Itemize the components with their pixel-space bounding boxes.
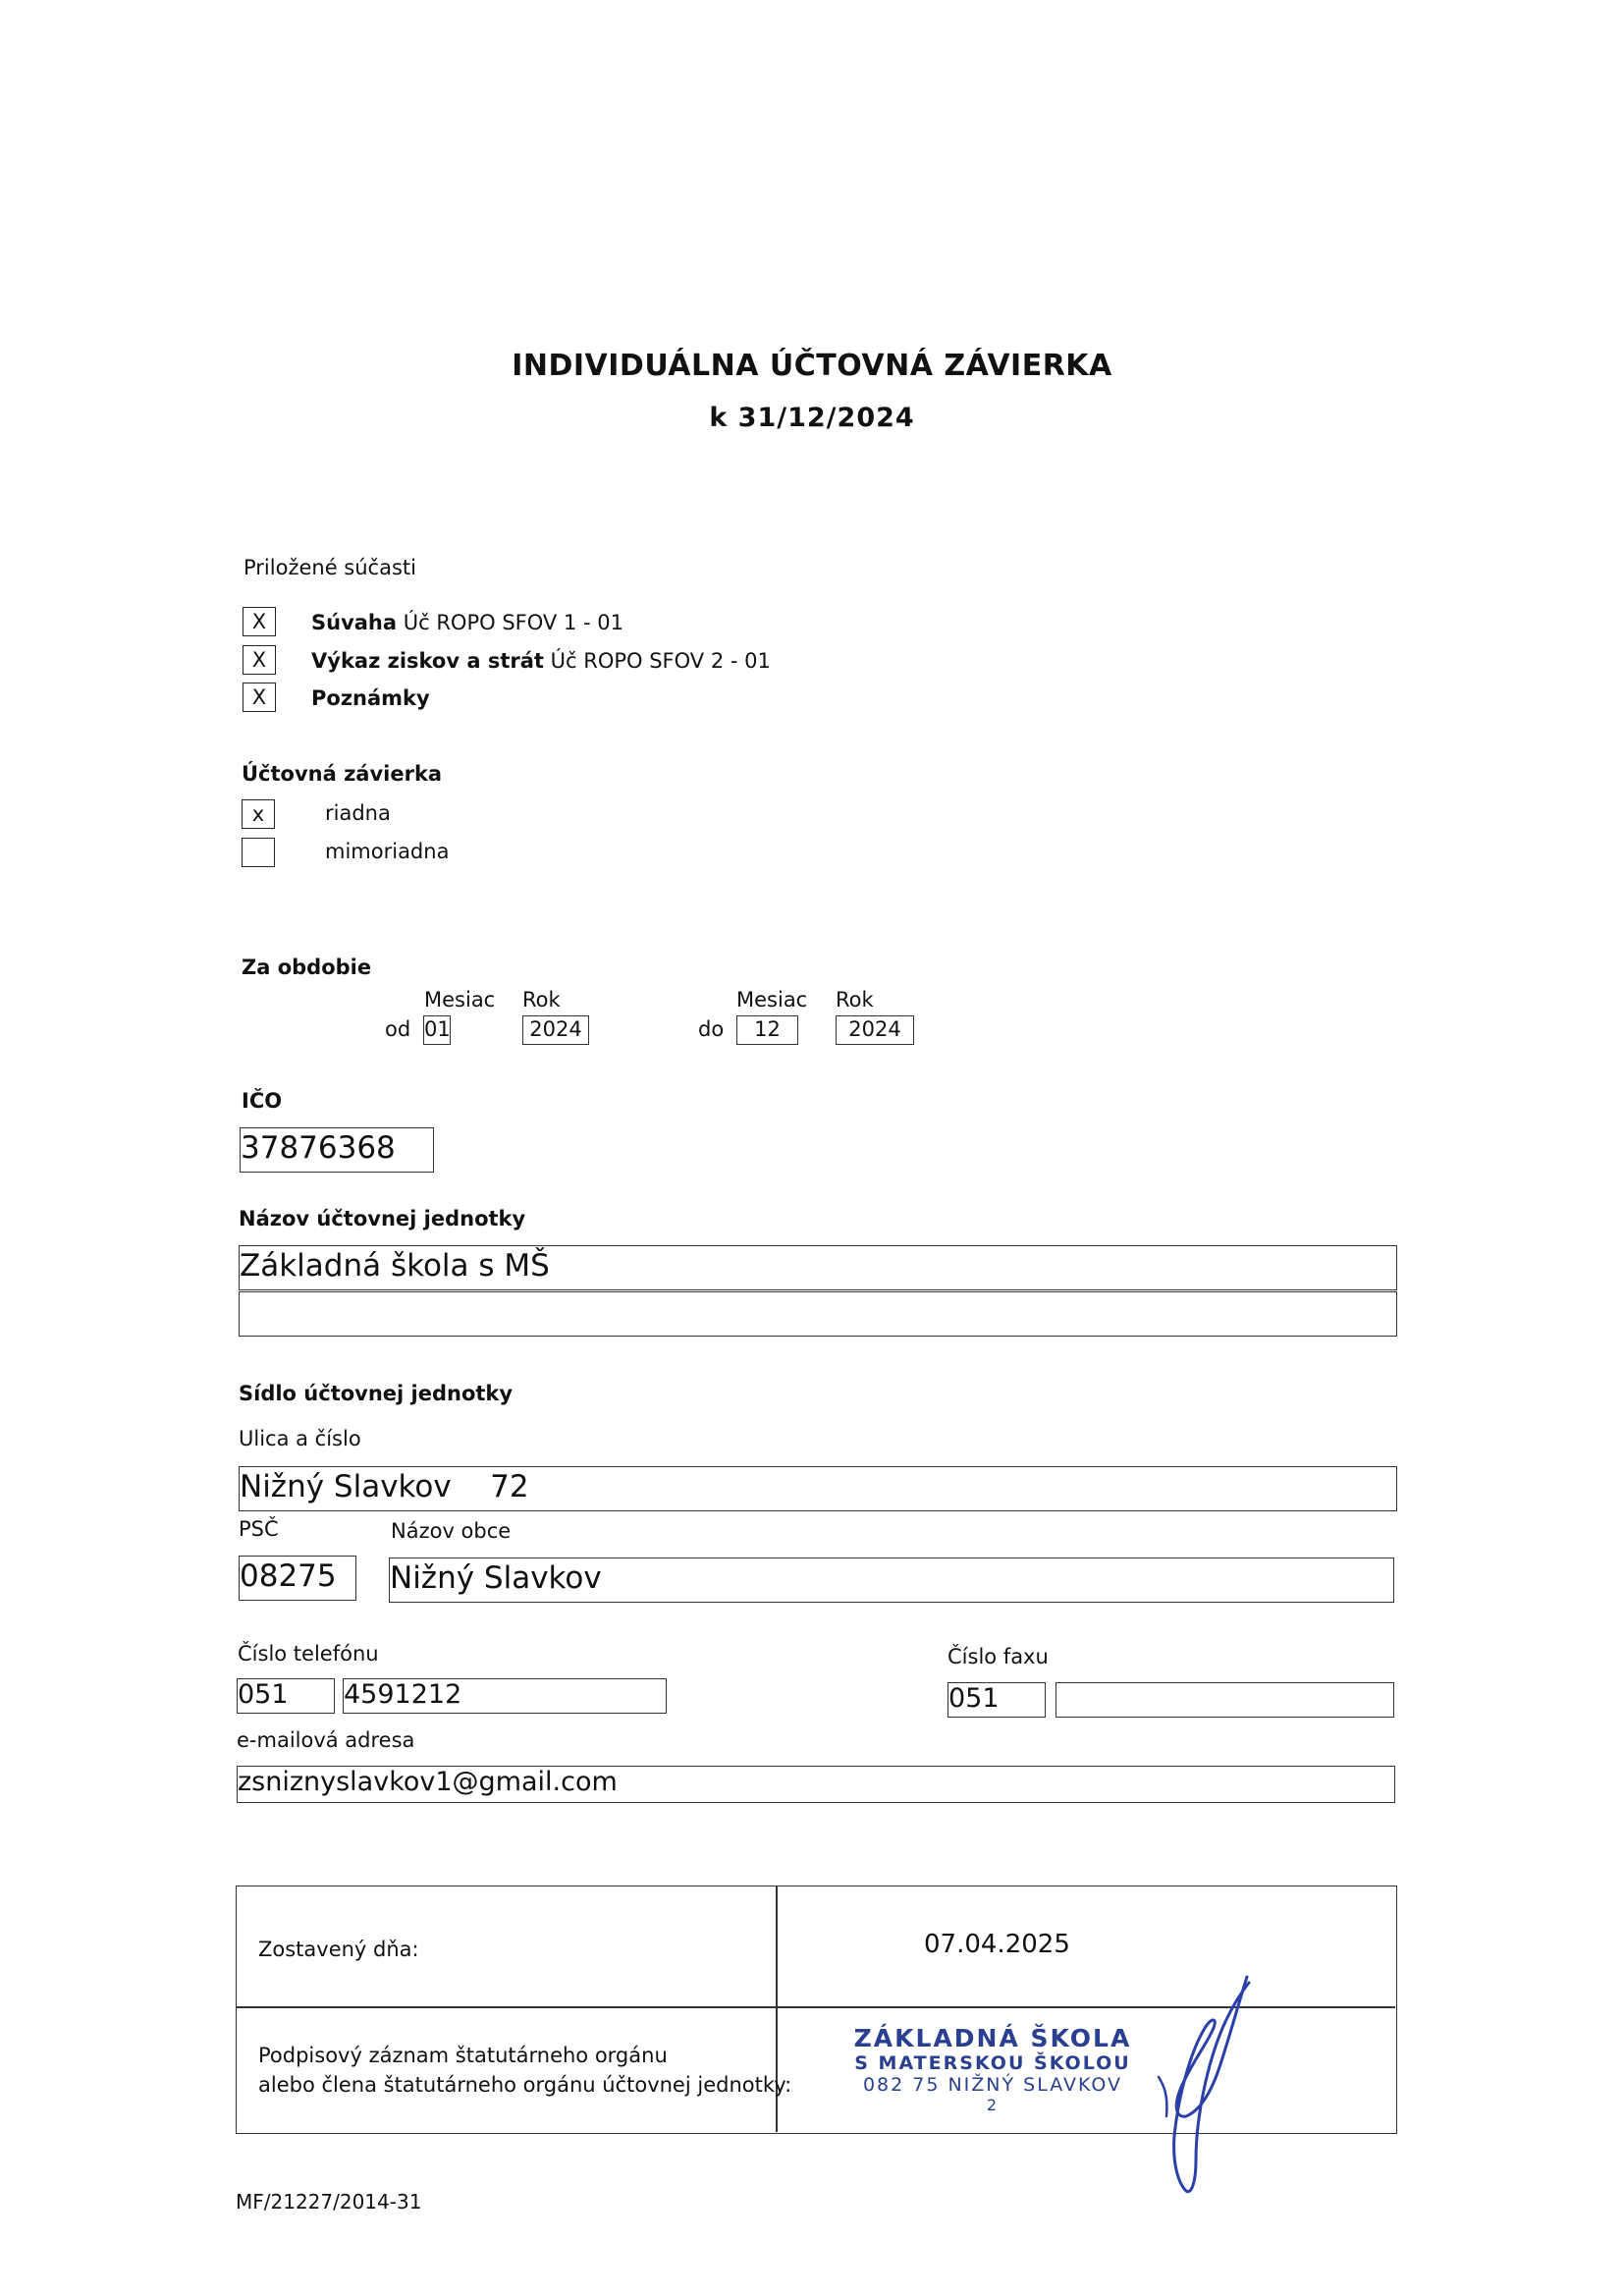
stamp-line-3: 082 75 NIŽNÝ SLAVKOV <box>862 2074 1123 2096</box>
checkbox-riadna[interactable]: x <box>242 799 275 829</box>
from-month-label: Mesiac <box>424 988 496 1011</box>
compiled-label: Zostavený dňa: <box>258 1938 419 1961</box>
period-heading: Za obdobie <box>242 956 372 979</box>
attachment-vykaz <box>311 649 771 673</box>
attachments-heading: Priložené súčasti <box>244 556 416 579</box>
street-field[interactable]: Nižný Slavkov 72 <box>239 1466 1397 1511</box>
attachment-poznamky: Poznámky <box>311 686 430 710</box>
attachment-suvaha <box>311 611 623 634</box>
checkbox-mimoriadna[interactable] <box>242 838 275 867</box>
phone-label: Číslo telefónu <box>238 1642 379 1666</box>
entity-name-field-2[interactable] <box>239 1291 1397 1337</box>
attachment-name: Výkaz ziskov a strát <box>311 649 544 673</box>
phone-number-field[interactable]: 4591212 <box>343 1678 667 1714</box>
option-riadna: riadna <box>325 801 391 825</box>
fax-prefix-field[interactable]: 051 <box>947 1682 1046 1718</box>
signature-label-2: alebo člena štatutárneho orgánu účtovnej jednotky: <box>258 2073 792 2097</box>
option-mimoriadna: mimoriadna <box>325 840 450 863</box>
from-year-label: Rok <box>522 988 561 1011</box>
to-year-field[interactable]: 2024 <box>836 1015 914 1045</box>
to-month-label: Mesiac <box>736 988 808 1011</box>
attachment-name: Súvaha <box>311 611 398 634</box>
signature-label-1: Podpisový záznam štatutárneho orgánu <box>258 2044 668 2067</box>
ico-label: IČO <box>242 1089 283 1113</box>
stamp-line-1: ZÁKLADNÁ ŠKOLA <box>853 2024 1132 2052</box>
handwritten-signature <box>1139 1969 1276 2195</box>
attachment-code: Úč ROPO SFOV 1 - 01 <box>403 611 623 634</box>
to-label: do <box>698 1017 725 1041</box>
to-month-field[interactable]: 12 <box>736 1015 798 1045</box>
document-date: k 31/12/2024 <box>709 403 915 433</box>
street-label: Ulica a číslo <box>239 1427 361 1450</box>
checkbox-suvaha[interactable]: X <box>243 607 276 636</box>
psc-field[interactable]: 08275 <box>239 1556 356 1601</box>
official-stamp <box>786 2024 1199 2114</box>
city-field[interactable]: Nižný Slavkov <box>389 1558 1394 1603</box>
psc-label: PSČ <box>239 1517 279 1541</box>
to-year-label: Rok <box>836 988 874 1011</box>
ico-field[interactable]: 37876368 <box>240 1127 434 1173</box>
document-title: INDIVIDUÁLNA ÚČTOVNÁ ZÁVIERKA <box>512 349 1112 383</box>
footer-code: MF/21227/2014-31 <box>236 2190 422 2214</box>
attachment-code: Úč ROPO SFOV 2 - 01 <box>550 649 771 673</box>
entity-name-field-1[interactable]: Základná škola s MŠ <box>239 1245 1397 1290</box>
city-label: Názov obce <box>391 1519 512 1543</box>
fax-label: Číslo faxu <box>947 1645 1049 1668</box>
compiled-date: 07.04.2025 <box>924 1930 1070 1959</box>
email-field[interactable]: zsniznyslavkov1@gmail.com <box>237 1766 1395 1803</box>
from-label: od <box>385 1017 411 1041</box>
stamp-line-4: 2 <box>986 2096 1000 2114</box>
fax-number-field[interactable] <box>1056 1682 1394 1718</box>
checkbox-vykaz[interactable]: X <box>243 645 276 675</box>
entity-name-label: Názov účtovnej jednotky <box>239 1207 526 1230</box>
from-year-field[interactable]: 2024 <box>522 1015 589 1045</box>
email-label: e-mailová adresa <box>237 1728 415 1752</box>
address-heading: Sídlo účtovnej jednotky <box>239 1382 514 1405</box>
from-month-field[interactable]: 01 <box>423 1015 451 1045</box>
phone-prefix-field[interactable]: 051 <box>237 1678 335 1714</box>
statement-type-heading: Účtovná závierka <box>242 762 443 786</box>
checkbox-poznamky[interactable]: X <box>243 683 276 712</box>
stamp-line-2: S MATERSKOU ŠKOLOU <box>854 2052 1131 2074</box>
